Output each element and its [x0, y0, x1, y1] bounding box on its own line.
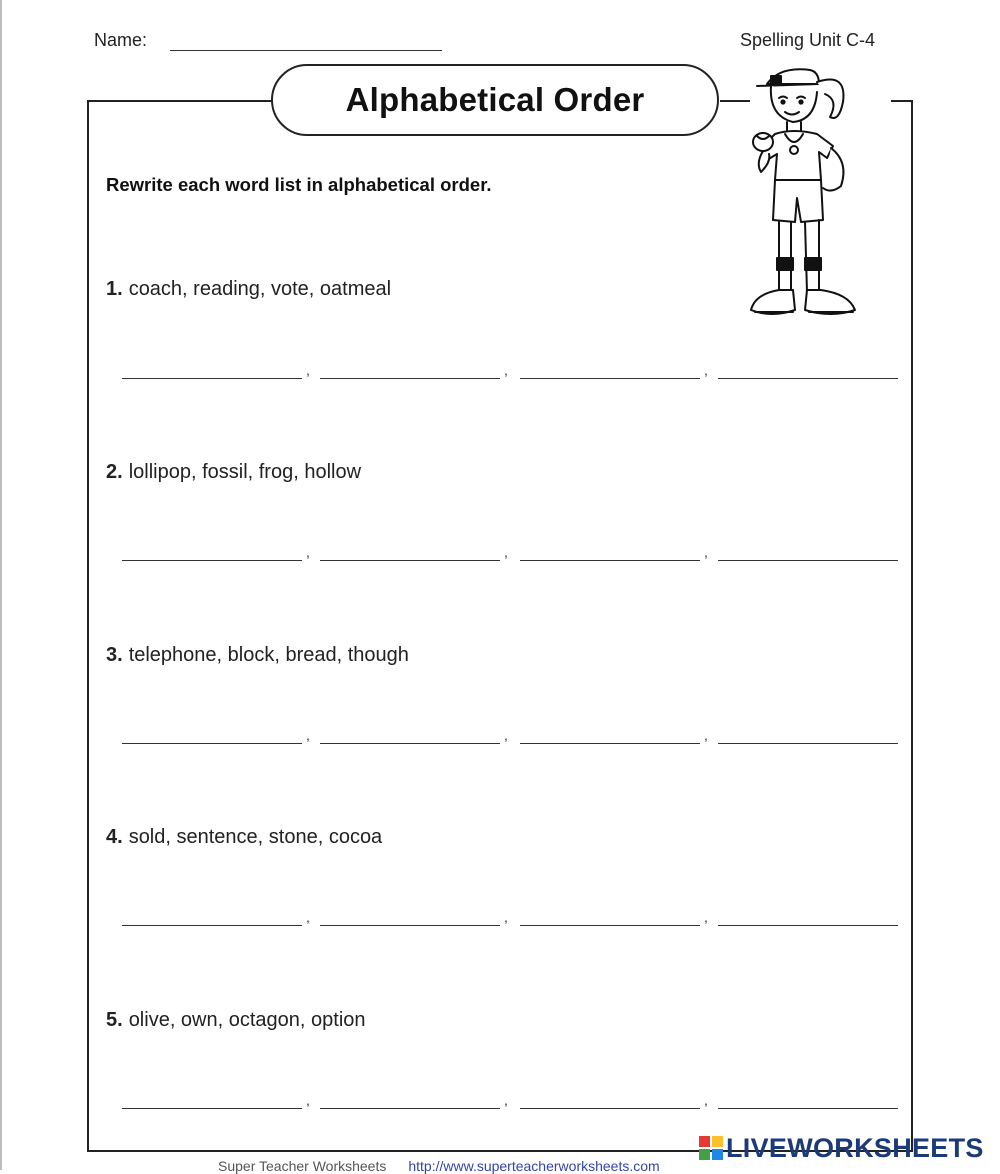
liveworksheets-logo-icon	[698, 1135, 724, 1161]
separator: ,	[306, 727, 310, 743]
separator: ,	[504, 727, 508, 743]
separator: ,	[306, 1092, 310, 1108]
footer-credit	[218, 1158, 660, 1174]
item-number: 5.	[106, 1009, 123, 1031]
item-words: olive, own, octagon, option	[128, 1009, 366, 1031]
separator: ,	[504, 544, 508, 560]
answer-blank[interactable]	[320, 725, 500, 744]
answer-blank[interactable]	[718, 360, 898, 379]
answer-blank[interactable]	[718, 725, 898, 744]
item-number: 3.	[106, 644, 123, 666]
answer-blank[interactable]	[320, 907, 500, 926]
liveworksheets-watermark	[698, 1133, 984, 1163]
footer-credit-text: Super Teacher Worksheets	[218, 1158, 387, 1174]
item-words: sold, sentence, stone, cocoa	[128, 826, 383, 848]
word-list-item	[106, 826, 382, 849]
word-list-item	[106, 1009, 366, 1032]
answer-row	[122, 725, 900, 745]
answer-blank[interactable]	[718, 907, 898, 926]
separator: ,	[704, 544, 708, 560]
word-list-item	[106, 644, 409, 667]
frame-top-left	[87, 100, 272, 102]
answer-blank[interactable]	[718, 542, 898, 561]
item-words: coach, reading, vote, oatmeal	[128, 278, 392, 300]
answer-blank[interactable]	[122, 542, 302, 561]
separator: ,	[704, 362, 708, 378]
answer-blank[interactable]	[320, 542, 500, 561]
item-words: telephone, block, bread, though	[128, 644, 409, 666]
title-banner	[271, 64, 719, 136]
separator: ,	[306, 362, 310, 378]
answer-row	[122, 1090, 900, 1110]
separator: ,	[306, 909, 310, 925]
unit-label: Spelling Unit C-4	[740, 30, 876, 50]
separator: ,	[504, 362, 508, 378]
separator: ,	[704, 909, 708, 925]
separator: ,	[704, 727, 708, 743]
name-input-line[interactable]	[170, 50, 442, 51]
answer-blank[interactable]	[122, 907, 302, 926]
separator: ,	[306, 544, 310, 560]
item-number: 1.	[106, 278, 123, 300]
answer-row	[122, 542, 900, 562]
answer-blank[interactable]	[718, 1090, 898, 1109]
word-list-item	[106, 278, 391, 301]
answer-blank[interactable]	[520, 907, 700, 926]
answer-blank[interactable]	[122, 1090, 302, 1109]
answer-row	[122, 907, 900, 927]
separator: ,	[504, 1092, 508, 1108]
answer-blank[interactable]	[520, 725, 700, 744]
item-number: 4.	[106, 826, 123, 848]
page-edge	[0, 0, 2, 1170]
answer-blank[interactable]	[520, 1090, 700, 1109]
answer-blank[interactable]	[520, 542, 700, 561]
answer-blank[interactable]	[320, 1090, 500, 1109]
page-title: Alphabetical Order	[345, 81, 645, 118]
item-number: 2.	[106, 461, 123, 483]
answer-row	[122, 360, 900, 380]
coach-girl-illustration	[735, 62, 895, 327]
separator: ,	[504, 909, 508, 925]
name-label: Name:	[94, 30, 148, 50]
answer-blank[interactable]	[520, 360, 700, 379]
answer-blank[interactable]	[320, 360, 500, 379]
answer-blank[interactable]	[122, 360, 302, 379]
item-words: lollipop, fossil, frog, hollow	[128, 461, 362, 483]
footer-url[interactable]: http://www.superteacherworksheets.com	[408, 1158, 660, 1174]
separator: ,	[704, 1092, 708, 1108]
watermark-text: LIVEWORKSHEETS	[726, 1132, 984, 1163]
instructions: Rewrite each word list in alphabetical order.	[106, 174, 492, 195]
answer-blank[interactable]	[122, 725, 302, 744]
word-list-item	[106, 461, 361, 484]
